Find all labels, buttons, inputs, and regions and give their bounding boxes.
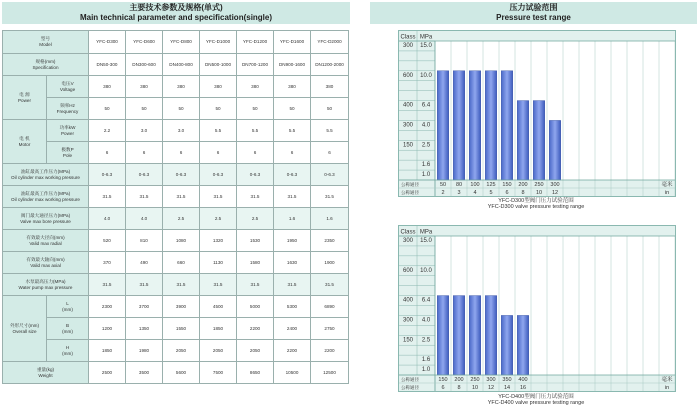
pressure-title-en: Pressure test range	[496, 13, 571, 22]
spec-value-cell: 31.5	[237, 274, 274, 296]
chart-d300-caption	[398, 198, 674, 210]
pressure-chart-svg	[399, 31, 675, 196]
pressure-chart-d400	[398, 225, 676, 392]
spec-value-cell: 0-6.3	[274, 164, 311, 186]
label-en: Specification	[32, 64, 59, 70]
chart-d300-title: YFC-D300型阀门压力试验范围	[498, 198, 574, 204]
spec-value-cell: 810	[126, 230, 163, 252]
mpa-tick-label: 15.0	[420, 43, 432, 49]
spec-value-cell: 380	[237, 76, 274, 98]
model-cell: YFC-D2000	[311, 31, 349, 54]
spec-value-cell: 6	[200, 142, 237, 164]
model-cell: YFC-D600	[126, 31, 163, 54]
category-mm-label: 100	[470, 182, 480, 188]
spec-value-cell: 5300	[274, 296, 311, 318]
pressure-bar	[501, 315, 513, 375]
spec-value-cell: 5.5	[237, 120, 274, 142]
spec-value-cell: 4500	[200, 296, 237, 318]
frequency-label	[47, 98, 89, 120]
spec-value-cell: 1850	[200, 318, 237, 340]
pole-label	[47, 142, 89, 164]
class-header: Class	[400, 34, 416, 41]
nominal-dia-in-label: 公称通径	[401, 190, 419, 195]
label-cn: 外形尺寸(mm)	[9, 322, 40, 328]
pressure-bar	[453, 71, 465, 180]
category-mm-label: 300	[486, 377, 496, 383]
spec-value-cell: 6890	[311, 296, 349, 318]
category-mm-label: 300	[550, 182, 560, 188]
category-mm-label: 250	[534, 182, 544, 188]
label-en: Oil cylinder max working pressure	[11, 196, 80, 202]
valid-axial-label	[3, 252, 89, 274]
label-cn: 油缸最高工作压力(MPa)	[20, 168, 71, 174]
spec-value-cell: 31.5	[237, 186, 274, 208]
label-cn: 油缸最高工作压力(MPa)	[20, 190, 71, 196]
spec-value-cell: 1320	[200, 230, 237, 252]
class-tick-label: 150	[402, 142, 414, 149]
spec-value-cell: 380	[274, 76, 311, 98]
category-in-label: 4	[473, 190, 477, 196]
length-label	[47, 296, 89, 318]
model-cell: YFC-D1000	[200, 31, 237, 54]
category-in-label: 10	[471, 385, 479, 391]
label-cn: 重量(kg)	[36, 366, 55, 372]
label-en: Overall size	[12, 328, 37, 334]
spec-value-cell: 2.5	[237, 208, 274, 230]
voltage-label	[47, 76, 89, 98]
category-mm-label: 200	[518, 182, 528, 188]
spec-value-cell: 2.5	[200, 208, 237, 230]
label-cn: 电压V	[61, 80, 74, 86]
mpa-tick-label: 6.4	[421, 297, 431, 304]
spec-value-cell: DN900-1600	[274, 54, 311, 76]
label-cn: 极数P	[61, 146, 74, 152]
spec-value-cell: DN1200-2000	[311, 54, 349, 76]
spec-value-cell: 6	[126, 142, 163, 164]
spec-value-cell: 6	[237, 142, 274, 164]
spec-value-cell: 31.5	[89, 274, 126, 296]
mpa-tick-label: 10.0	[420, 72, 432, 79]
spec-value-cell: 31.5	[311, 186, 349, 208]
spec-value-cell: 380	[126, 76, 163, 98]
spec-value-cell: 50	[126, 98, 163, 120]
spec-title	[2, 2, 350, 24]
category-mm-label: 200	[454, 377, 464, 383]
spec-value-cell: 0-6.3	[237, 164, 274, 186]
spec-value-cell: 31.5	[163, 186, 200, 208]
model-cell: YFC-D1200	[237, 31, 274, 54]
category-in-label: 12	[487, 385, 495, 391]
spec-value-cell: 6	[163, 142, 200, 164]
spec-value-cell: 490	[126, 252, 163, 274]
valve-bore-pressure-label	[3, 208, 89, 230]
spec-table	[2, 30, 349, 384]
category-mm-label: 毫米	[661, 182, 673, 188]
spec-value-cell: DN300-600	[126, 54, 163, 76]
label-en: Power	[17, 97, 32, 103]
category-in-label: 2	[441, 190, 445, 196]
mpa-tick-label: 1.0	[421, 172, 431, 179]
spec-value-cell: 1080	[163, 230, 200, 252]
category-in-label: 12	[551, 190, 559, 196]
pressure-bar	[501, 71, 513, 180]
label-en: Voltage	[59, 86, 76, 92]
overall-size-label	[3, 296, 47, 362]
label-cn: 水泵最高压力(MPa)	[25, 278, 66, 284]
label-en: (mm)	[62, 350, 73, 356]
label-en: (mm)	[62, 306, 73, 312]
spec-value-cell: 0-6.3	[200, 164, 237, 186]
spec-value-cell: 380	[200, 76, 237, 98]
category-in-label: 10	[535, 190, 543, 196]
label-cn: 有效最大轴向(mm)	[26, 256, 65, 262]
spec-value-cell: 1.6	[274, 208, 311, 230]
spec-value-cell: 2500	[89, 362, 126, 384]
spec-value-cell: 31.5	[311, 274, 349, 296]
model-cell: YFC-D1600	[274, 31, 311, 54]
nominal-dia-in-label: 公称通径	[401, 385, 419, 390]
spec-value-cell: 3.0	[126, 120, 163, 142]
spec-value-cell: 31.5	[126, 186, 163, 208]
label-cn: 型号	[40, 36, 51, 41]
class-tick-label: 150	[402, 337, 414, 344]
spec-value-cell: 4.0	[126, 208, 163, 230]
spec-value-cell: 0-6.3	[311, 164, 349, 186]
label-cn: 规格(mm)	[35, 58, 56, 64]
category-in-label: 6	[441, 385, 445, 391]
spec-value-cell: 0-6.3	[163, 164, 200, 186]
label-cn: 电 机	[19, 135, 30, 141]
label-cn: H	[65, 344, 70, 350]
spec-value-cell: 5.5	[274, 120, 311, 142]
spec-value-cell: 2.2	[89, 120, 126, 142]
spec-value-cell: 3700	[126, 296, 163, 318]
spec-value-cell: 1130	[200, 252, 237, 274]
category-in-label: 8	[521, 190, 525, 196]
spec-value-cell: 31.5	[274, 274, 311, 296]
weight-label	[3, 362, 89, 384]
spec-value-cell: 50	[274, 98, 311, 120]
spec-value-cell: 50	[163, 98, 200, 120]
oil-cylinder-pressure-label	[3, 164, 89, 186]
category-mm-label: 350	[502, 377, 512, 383]
spec-value-cell: 0-6.3	[126, 164, 163, 186]
spec-value-cell: 3.0	[163, 120, 200, 142]
chart-d400-caption	[398, 394, 674, 406]
spec-value-cell: DN700-1200	[237, 54, 274, 76]
category-mm-label: 125	[486, 182, 496, 188]
spec-value-cell: 12500	[311, 362, 349, 384]
category-mm-label: 50	[439, 182, 447, 188]
spec-value-cell: 3900	[163, 296, 200, 318]
label-cn: 功率kW	[59, 124, 76, 130]
spec-value-cell: 2200	[274, 340, 311, 362]
label-cn: 电 源	[19, 91, 30, 97]
spec-value-cell: 2200	[311, 340, 349, 362]
spec-value-cell: 1950	[274, 230, 311, 252]
category-in-label: 14	[503, 385, 511, 391]
label-en: Weight	[38, 372, 53, 378]
category-mm-label: 80	[455, 182, 463, 188]
category-mm-label: 毫米	[661, 377, 673, 383]
oil-cylinder-pressure-label	[3, 186, 89, 208]
class-tick-label: 300	[402, 238, 414, 244]
class-tick-label: 300	[402, 317, 414, 324]
spec-value-cell: 1530	[237, 230, 274, 252]
nominal-dia-mm-label: 公称通径	[401, 182, 419, 187]
category-in-label: in	[664, 385, 670, 391]
chart-d400-title: YFC-D400型阀门压力试验范围	[498, 394, 574, 400]
spec-value-cell: 50	[237, 98, 274, 120]
height-label	[47, 340, 89, 362]
spec-value-cell: 50	[311, 98, 349, 120]
label-en: Frequency	[56, 108, 79, 114]
category-mm-label: 400	[518, 377, 528, 383]
label-cn: 频率Hz	[60, 102, 75, 108]
spec-value-cell: 1980	[126, 340, 163, 362]
spec-value-cell: 1200	[89, 318, 126, 340]
label-en: Pole	[62, 152, 73, 158]
category-mm-label: 150	[438, 377, 448, 383]
spec-value-cell: 1630	[274, 252, 311, 274]
label-cn: 阀门最大通径压力(MPa)	[20, 212, 71, 218]
class-tick-label: 400	[402, 297, 414, 304]
pressure-bar	[517, 101, 529, 180]
mpa-tick-label: 2.5	[421, 142, 431, 149]
chart-d400-subtitle: YFC-D400 valve pressure testing range	[487, 400, 585, 406]
pressure-bar	[549, 120, 561, 180]
label-en: Motor	[18, 141, 31, 147]
spec-value-cell: 2.5	[163, 208, 200, 230]
mpa-tick-label: 15.0	[420, 238, 432, 244]
pressure-bar	[469, 71, 481, 180]
category-in-label: 16	[519, 385, 527, 391]
label-en: (mm)	[62, 328, 73, 334]
specification-label	[3, 54, 89, 76]
spec-value-cell: 380	[311, 76, 349, 98]
label-en: Valid max radial	[29, 240, 62, 246]
spec-value-cell: 6	[89, 142, 126, 164]
spec-value-cell: DN50-300	[89, 54, 126, 76]
mpa-tick-label: 10.0	[420, 267, 432, 274]
spec-value-cell: 2050	[200, 340, 237, 362]
label-en: Oil cylinder max working pressure	[11, 174, 80, 180]
spec-value-cell: 31.5	[89, 186, 126, 208]
mpa-tick-label: 4.0	[421, 317, 431, 324]
spec-value-cell: 5600	[163, 362, 200, 384]
pressure-bar	[453, 296, 465, 375]
category-in-label: in	[664, 190, 670, 196]
spec-value-cell: 1350	[126, 318, 163, 340]
pressure-bar	[437, 296, 449, 375]
label-cn: 有效最大径向(mm)	[26, 234, 65, 240]
category-mm-label: 250	[470, 377, 480, 383]
spec-value-cell: 7500	[200, 362, 237, 384]
model-cell: YFC-D300	[89, 31, 126, 54]
spec-value-cell: 31.5	[126, 274, 163, 296]
spec-value-cell: 31.5	[200, 274, 237, 296]
model-label	[3, 31, 89, 54]
mpa-tick-label: 1.6	[421, 357, 431, 364]
motor-label	[3, 120, 47, 164]
spec-value-cell: 10500	[274, 362, 311, 384]
pressure-chart-d300	[398, 30, 676, 197]
label-en: Valve max bore pressure	[20, 218, 71, 224]
spec-title-en: Main technical parameter and specification(single)	[79, 13, 273, 22]
label-cn: L	[66, 300, 69, 306]
pressure-bar	[517, 315, 529, 375]
spec-value-cell: 2050	[237, 340, 274, 362]
class-header: Class	[400, 229, 416, 236]
spec-value-cell: DN400-800	[163, 54, 200, 76]
spec-value-cell: 6	[311, 142, 349, 164]
spec-value-cell: 50	[200, 98, 237, 120]
nominal-dia-mm-label: 公称通径	[401, 377, 419, 382]
spec-value-cell: 520	[89, 230, 126, 252]
class-tick-label: 600	[402, 72, 414, 79]
spec-title-cn: 主要技术参数及规格(单式)	[129, 3, 223, 12]
spec-value-cell: 380	[89, 76, 126, 98]
spec-value-cell: 31.5	[274, 186, 311, 208]
spec-value-cell: 1.6	[311, 208, 349, 230]
spec-value-cell: 31.5	[200, 186, 237, 208]
category-mm-label: 150	[502, 182, 512, 188]
spec-value-cell: 380	[163, 76, 200, 98]
category-in-label: 6	[505, 190, 509, 196]
label-cn: B	[65, 322, 70, 328]
spec-value-cell: 5.5	[311, 120, 349, 142]
spec-value-cell: 2200	[237, 318, 274, 340]
mpa-header: MPa	[419, 34, 433, 41]
width-label	[47, 318, 89, 340]
label-en: Model	[39, 42, 52, 47]
label-en: Valid max axial	[30, 262, 61, 268]
spec-value-cell: 8650	[237, 362, 274, 384]
spec-value-cell: 1850	[89, 340, 126, 362]
class-tick-label: 400	[402, 102, 414, 109]
class-tick-label: 600	[402, 267, 414, 274]
motor-power-label	[47, 120, 89, 142]
pressure-bar	[469, 296, 481, 375]
mpa-tick-label: 1.0	[421, 367, 431, 374]
category-in-label: 5	[489, 190, 493, 196]
class-tick-label: 300	[402, 122, 414, 129]
label-en: Power	[60, 130, 75, 136]
model-cell: YFC-D800	[163, 31, 200, 54]
spec-value-cell: 2400	[274, 318, 311, 340]
mpa-tick-label: 6.4	[421, 102, 431, 109]
spec-value-cell: 1580	[237, 252, 274, 274]
pressure-bar	[437, 71, 449, 180]
spec-value-cell: 50	[89, 98, 126, 120]
spec-value-cell: 5.5	[200, 120, 237, 142]
class-tick-label: 300	[402, 43, 414, 49]
spec-value-cell: 31.5	[163, 274, 200, 296]
spec-value-cell: 2750	[311, 318, 349, 340]
category-in-label: 3	[457, 190, 461, 196]
category-in-label: 8	[457, 385, 461, 391]
water-pump-pressure-label	[3, 274, 89, 296]
spec-value-cell: 2350	[311, 230, 349, 252]
pressure-chart-svg	[399, 226, 675, 391]
mpa-tick-label: 1.6	[421, 162, 431, 169]
spec-value-cell: 370	[89, 252, 126, 274]
label-en: Water pump max pressure	[18, 284, 73, 290]
valid-radial-label	[3, 230, 89, 252]
pressure-bar	[533, 101, 545, 180]
spec-value-cell: 1900	[311, 252, 349, 274]
spec-value-cell: 660	[163, 252, 200, 274]
chart-d300-subtitle: YFC-D300 valve pressure testing range	[487, 204, 585, 210]
spec-value-cell: 5000	[237, 296, 274, 318]
spec-value-cell: 3500	[126, 362, 163, 384]
mpa-header: MPa	[419, 229, 433, 236]
spec-value-cell: 4.0	[89, 208, 126, 230]
spec-value-cell: DN500-1000	[200, 54, 237, 76]
pressure-title-cn: 压力试验范围	[509, 3, 558, 12]
spec-value-cell: 2300	[89, 296, 126, 318]
pressure-bar	[485, 71, 497, 180]
pressure-bar	[485, 296, 497, 375]
mpa-tick-label: 4.0	[421, 122, 431, 129]
spec-value-cell: 1550	[163, 318, 200, 340]
power-label	[3, 76, 47, 120]
spec-value-cell: 2050	[163, 340, 200, 362]
spec-value-cell: 6	[274, 142, 311, 164]
pressure-title	[370, 2, 697, 24]
spec-value-cell: 0-6.3	[89, 164, 126, 186]
mpa-tick-label: 2.5	[421, 337, 431, 344]
